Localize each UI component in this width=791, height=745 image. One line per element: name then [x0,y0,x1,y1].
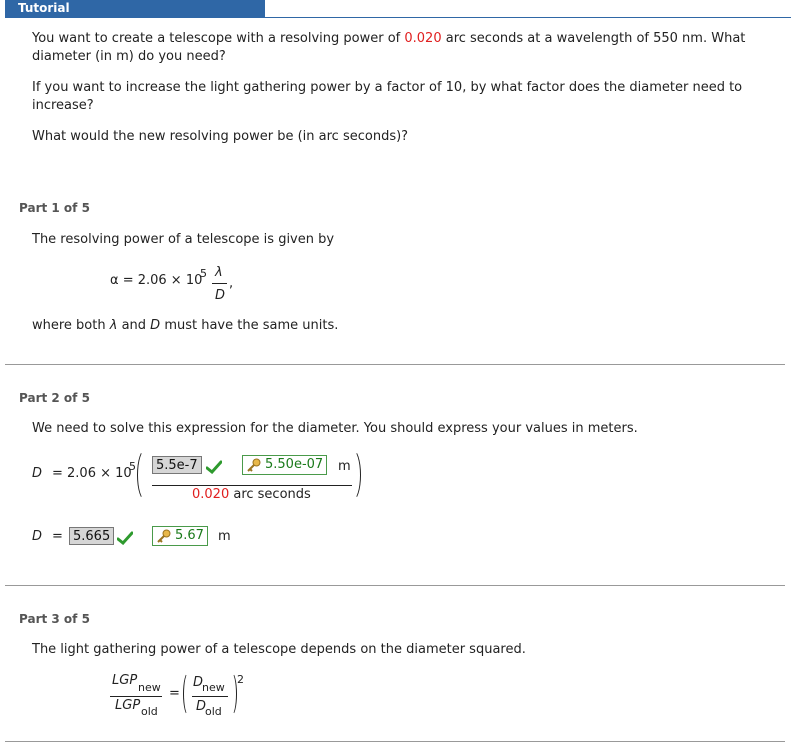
tab-bar [5,0,791,18]
wavelength-input[interactable]: 5.5e-7 [152,456,202,474]
diameter-input[interactable]: 5.665 [69,527,114,545]
wavelength-answer[interactable]: 5.50e-07 [242,455,327,475]
part2-heading: Part 2 of 5 [19,391,90,405]
key-icon [156,529,171,543]
part1-heading: Part 1 of 5 [19,201,90,215]
question-3: What would the new resolving power be (in arc seconds)? [32,129,409,144]
right-paren [344,449,361,501]
question-1: You want to create a telescope with a resolving power of 0.020 arc seconds at a wavelength of 550 nm. What diameter (in m) do you need? [32,31,746,64]
resolving-power-value: 0.020 [404,31,442,46]
question-2: If you want to increase the light gathering power by a factor of 10, by what factor does the diameter need to increase? [32,80,743,113]
key-icon [246,458,261,472]
denominator: 0.020 arc seconds [192,487,311,502]
part2-text: We need to solve this expression for the diameter. You should express your values in meters. [32,421,638,436]
divider [5,585,785,586]
part1-text: The resolving power of a telescope is given by [32,232,335,247]
divider [5,741,785,742]
part1-note: where both λ and D must have the same units. [32,318,339,333]
diameter-answer[interactable]: 5.67 [152,526,208,546]
tab-tutorial[interactable]: Tutorial [5,0,265,17]
part3-heading: Part 3 of 5 [19,612,90,626]
part3-text: The light gathering power of a telescope depends on the diameter squared. [32,642,526,657]
checkmark-icon [206,460,222,474]
checkmark-icon [117,531,133,545]
divider [5,364,785,365]
